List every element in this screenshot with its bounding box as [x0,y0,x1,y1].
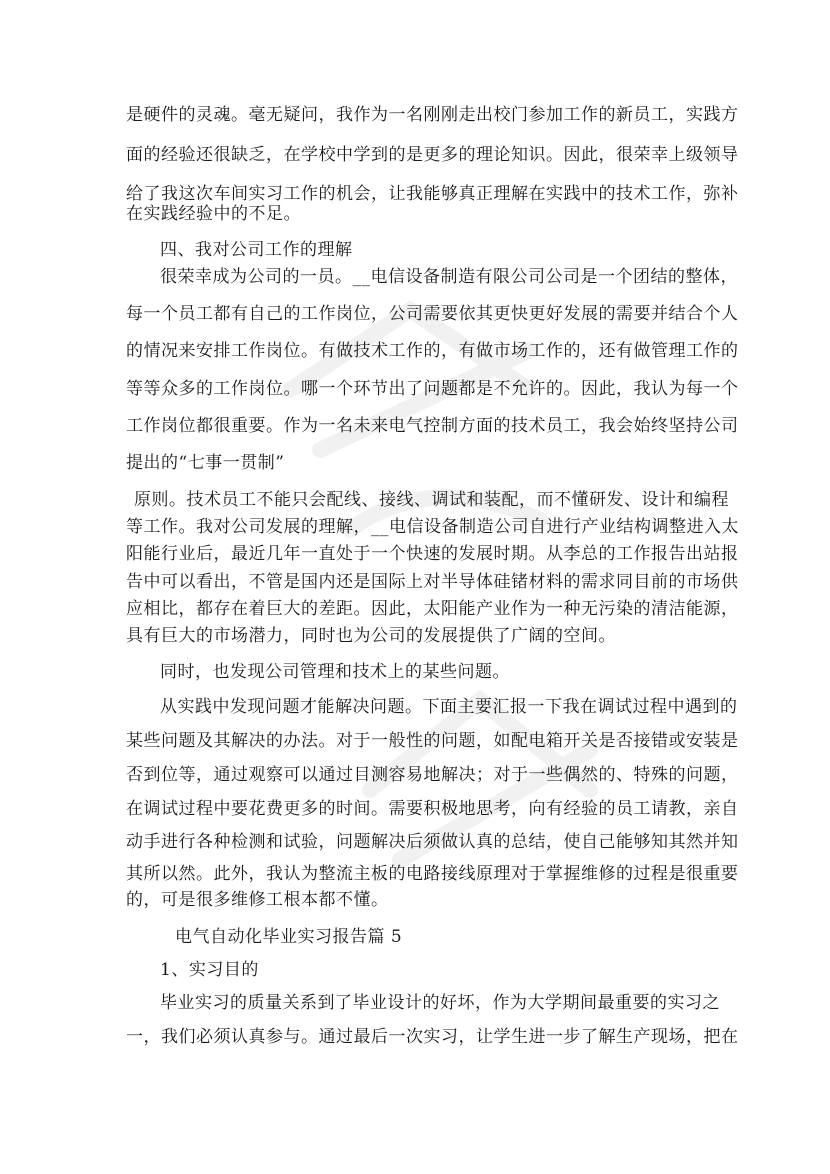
text-line: 一，我们必须认真参与。通过最后一次实习，让学生进一步了解生产现场，把在 [126,1027,739,1047]
section-heading: 四、我对公司工作的理解 [160,240,353,260]
text-line: 很荣幸成为公司的一员。__电信设备制造有限公司公司是一个团结的整体， [160,267,738,287]
text-line: 的，可是很多维修工根本都不懂。 [126,890,389,910]
text-line: 阳能行业后，最近几年一直处于一个快速的发展时期。从李总的工作报告出站报 [126,544,739,564]
text-line: 每一个员工都有自己的工作岗位，公司需要依其更快更好发展的需要并结合个人 [126,304,739,324]
text-line: 告中可以看出，不管是国内还是国际上对半导体硅锗材料的需求同目前的市场供 [126,572,739,592]
text-line: 否到位等，通过观察可以通过目测容易地解决；对于一些偶然的、特殊的问题， [126,765,739,785]
text-line: 某些问题及其解决的办法。对于一般性的问题，如配电箱开关是否接错或安装是 [126,731,739,751]
text-line: 是硬件的灵魂。毫无疑问，我作为一名刚刚走出校门参加工作的新员工，实践方 [126,105,739,125]
text-line: 从实践中发现问题才能解决问题。下面主要汇报一下我在调试过程中遇到的 [160,697,738,717]
text-line: 等工作。我对公司发展的理解，__电信设备制造公司自进行产业结构调整进入太 [126,517,739,537]
text-line: 动手进行各种检测和试验，问题解决后须做认真的总结，使自己能够知其然并知 [126,832,739,852]
text-line: 的情况来安排工作岗位。有做技术工作的，有做市场工作的，还有做管理工作的 [126,341,739,361]
text-line: 毕业实习的质量关系到了毕业设计的好坏，作为大学期间最重要的实习之 [160,993,720,1013]
section-heading: 电气自动化毕业实习报告篇 5 [175,927,403,947]
text-line: 面的经验还很缺乏，在学校中学到的是更多的理论知识。因此，很荣幸上级领导 [126,145,739,165]
text-line: 应相比，都存在着巨大的差距。因此，太阳能产业作为一种无污染的清洁能源， [126,599,739,619]
text-line: 同时，也发现公司管理和技术上的某些问题。 [160,662,510,682]
text-line: 提出的“七事一贯制” [126,453,285,473]
text-line: 具有巨大的市场潜力，同时也为公司的发展提供了广阔的空间。 [126,626,616,646]
text-line: 在实践经验中的不足。 [126,204,301,224]
text-line: 原则。技术员工不能只会配线、接线、调试和装配，而不懂研发、设计和编程 [134,490,729,510]
text-line: 其所以然。此外，我认为整流主板的电路接线原理对于掌握维修的过程是很重要 [126,864,739,884]
text-line: 工作岗位都很重要。作为一名未来电气控制方面的技术员工，我会始终坚持公司 [126,416,739,436]
text-line: 给了我这次车间实习工作的机会，让我能够真正理解在实践中的技术工作，弥补 [126,184,739,204]
text-line: 等等众多的工作岗位。哪一个环节出了问题都是不允许的。因此，我认为每一个 [126,379,739,399]
text-line: 在调试过程中要花费更多的时间。需要积极地思考，向有经验的员工请教，亲自 [126,799,739,819]
subsection-heading: 1、实习目的 [160,960,259,980]
